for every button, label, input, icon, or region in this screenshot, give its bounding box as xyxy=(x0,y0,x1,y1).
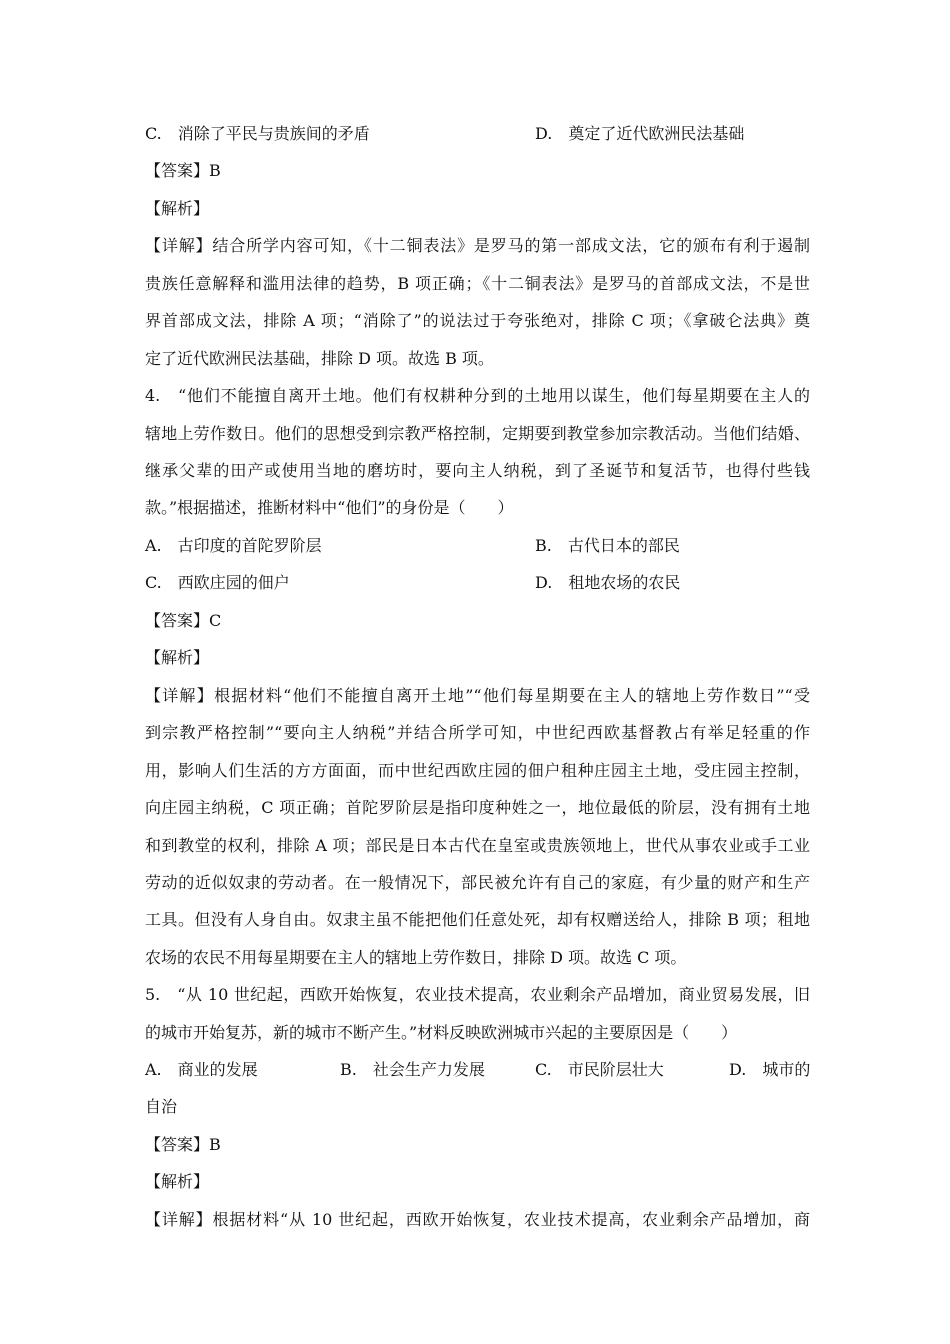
q4-stem-line: 辖地上劳作数日。他们的思想受到宗教严格控制，定期要到教堂参加宗教活动。当他们结婚、 xyxy=(145,424,810,443)
q4-detail-line: 和到教堂的权利，排除 A 项；部民是日本古代在皇室或贵族领地上，世代从事农业或手工业 xyxy=(145,836,810,855)
q5-option-b: B. 社会生产力发展 xyxy=(340,1060,485,1079)
q5-stem-line: 5. “从 10 世纪起，西欧开始恢复，农业技术提高，农业剩余产品增加，商业贸易发展，旧 xyxy=(145,985,810,1004)
q4-answer: 【答案】C xyxy=(145,611,222,630)
q3-detail-line: 【详解】结合所学内容可知，《十二铜表法》是罗马的第一部成文法，它的颁布有利于遏制 xyxy=(145,236,810,255)
q3-option-c: C. 消除了平民与贵族间的矛盾 xyxy=(145,124,370,143)
q4-detail-line: 农场的农民不用每星期要在主人的辖地上劳作数日，排除 D 项。故选 C 项。 xyxy=(145,948,687,967)
q4-detail-line: 【详解】根据材料“他们不能擅自离开土地”“他们每星期要在主人的辖地上劳作数日”“受 xyxy=(145,686,810,705)
q4-option-a: A. 古印度的首陀罗阶层 xyxy=(145,536,322,555)
q5-option-c: C. 市民阶层壮大 xyxy=(535,1060,664,1079)
q3-option-d: D. 奠定了近代欧洲民法基础 xyxy=(535,124,745,143)
q5-stem-line: 的城市开始复苏，新的城市不断产生。”材料反映欧洲城市兴起的主要原因是（ ） xyxy=(145,1023,738,1042)
q4-detail-line: 工具。但没有人身自由。奴隶主虽不能把他们任意处死，却有权赠送给人，排除 B 项；租地 xyxy=(145,910,810,929)
q4-stem-line: 款。”根据描述，推断材料中“他们”的身份是（ ） xyxy=(145,498,514,517)
q4-detail-line: 到宗教严格控制”“要向主人纳税”并结合所学可知，中世纪西欧基督教占有举足轻重的作 xyxy=(145,723,810,742)
q4-detail-line: 向庄园主纳税，C 项正确；首陀罗阶层是指印度种姓之一，地位最低的阶层，没有拥有土地 xyxy=(145,798,810,817)
q4-stem-line: 继承父辈的田产或使用当地的磨坊时，要向主人纳税，到了圣诞节和复活节，也得付些钱 xyxy=(145,461,810,480)
q4-analysis-heading: 【解析】 xyxy=(145,648,210,667)
q5-option-d-wrap: 自治 xyxy=(145,1097,178,1116)
q4-stem-line: 4. “他们不能擅自离开土地。他们有权耕种分到的土地用以谋生，他们每星期要在主人的 xyxy=(145,386,810,405)
q5-answer: 【答案】B xyxy=(145,1135,221,1154)
q3-analysis-heading: 【解析】 xyxy=(145,199,210,218)
q5-option-d: D. 城市的 xyxy=(729,1060,811,1079)
q4-option-d: D. 租地农场的农民 xyxy=(535,573,681,592)
q5-analysis-heading: 【解析】 xyxy=(145,1172,210,1191)
q4-detail-line: 劳动的近似奴隶的劳动者。在一般情况下，部民被允许有自己的家庭，有少量的财产和生产 xyxy=(145,873,810,892)
q4-option-b: B. 古代日本的部民 xyxy=(535,536,680,555)
q4-option-c: C. 西欧庄园的佃户 xyxy=(145,573,290,592)
q5-option-a: A. 商业的发展 xyxy=(145,1060,258,1079)
q5-detail-line: 【详解】根据材料“从 10 世纪起，西欧开始恢复，农业技术提高，农业剩余产品增加，商 xyxy=(145,1210,810,1229)
q3-answer: 【答案】B xyxy=(145,161,221,180)
q3-detail-line: 界首部成文法，排除 A 项；“消除了”的说法过于夸张绝对，排除 C 项；《拿破仑法典》奠 xyxy=(145,311,810,330)
q3-detail-line: 贵族任意解释和滥用法律的趋势，B 项正确；《十二铜表法》是罗马的首部成文法，不是世 xyxy=(145,274,810,293)
q4-detail-line: 用，影响人们生活的方方面面，而中世纪西欧庄园的佃户租种庄园主土地，受庄园主控制， xyxy=(145,761,810,780)
q3-detail-line: 定了近代欧洲民法基础，排除 D 项。故选 B 项。 xyxy=(145,349,494,368)
